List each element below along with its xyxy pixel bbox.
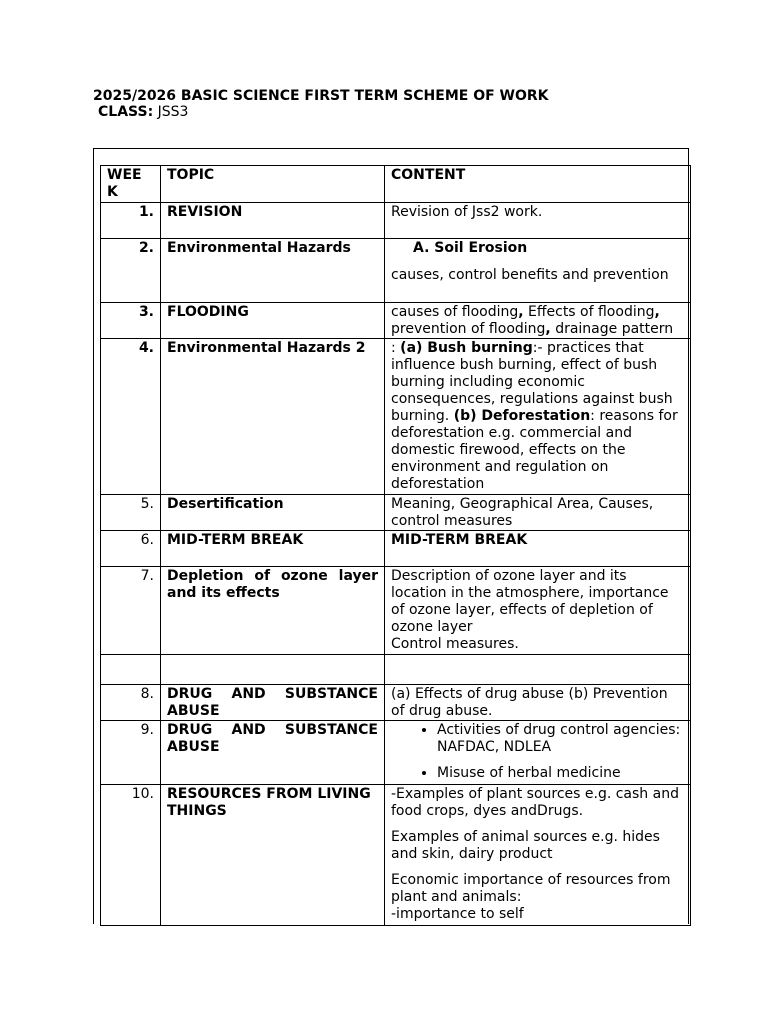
content-text: Economic importance of resources from plant and animals: (391, 872, 671, 905)
topic-cell: RESOURCES FROM LIVING THINGS (161, 785, 385, 926)
content-subheading: A. Soil Erosion (413, 240, 528, 256)
week-number: 3. (101, 303, 161, 339)
content-text: drainage pattern (550, 321, 674, 337)
table-header-row (101, 166, 691, 203)
topic-cell: Desertification (161, 495, 385, 531)
week-number: 7. (101, 567, 161, 655)
document-title: 2025/2026 BASIC SCIENCE FIRST TERM SCHEME OF WORK (93, 88, 549, 104)
content-text: Examples of animal sources e.g. hides and skin, dairy product (391, 829, 660, 862)
content-cell (385, 721, 691, 785)
topic-cell: DRUG AND SUBSTANCE ABUSE (161, 721, 385, 785)
blank-cell (385, 655, 691, 685)
class-value: JSS3 (157, 104, 189, 120)
content-cell (385, 339, 691, 495)
week-number: 8. (101, 685, 161, 721)
week-number: 5. (101, 495, 161, 531)
list-item: • Activities of drug control agencies: NAFDAC, NDLEA (437, 722, 684, 756)
content-text: : (391, 340, 401, 356)
list-item: • Misuse of herbal medicine (437, 765, 684, 782)
table-row (101, 567, 691, 655)
week-number: 2. (101, 239, 161, 303)
header-topic: TOPIC (161, 166, 385, 203)
content-cell (385, 303, 691, 339)
blank-cell (101, 655, 161, 685)
content-subheading: (a) Bush burning (400, 340, 533, 356)
table-row (101, 339, 691, 495)
table-row (101, 203, 691, 239)
content-cell: Meaning, Geographical Area, Causes, control measures (385, 495, 691, 531)
content-text: Description of ozone layer and its location in the atmosphere, importance of ozone layer, effects of depletion of ozone layer (391, 568, 669, 635)
week-number: 1. (101, 203, 161, 239)
content-text: causes of flooding (391, 304, 519, 320)
content-separator: , (654, 304, 660, 320)
header-content: CONTENT (385, 166, 691, 203)
bullet-list (391, 722, 684, 782)
table-row (101, 239, 691, 303)
table-row (101, 531, 691, 567)
content-subheading: (b) Deforestation (453, 408, 591, 424)
topic-cell: FLOODING (161, 303, 385, 339)
class-line (98, 104, 188, 120)
scheme-of-work-table (100, 165, 691, 926)
table-row (101, 303, 691, 339)
content-cell: Revision of Jss2 work. (385, 203, 691, 239)
week-number: 4. (101, 339, 161, 495)
topic-cell: MID-TERM BREAK (161, 531, 385, 567)
content-text: causes, control benefits and prevention (391, 267, 669, 283)
week-number: 10. (101, 785, 161, 926)
blank-row (101, 655, 691, 685)
table-row (101, 721, 691, 785)
content-text: prevention of flooding (391, 321, 546, 337)
week-number: 6. (101, 531, 161, 567)
content-cell: (a) Effects of drug abuse (b) Prevention of drug abuse. (385, 685, 691, 721)
topic-cell: Depletion of ozone layer and its effects (161, 567, 385, 655)
content-text: :- practices that influence bush burning, effect of bush burning including economic consequences, regulations against bush burning. (391, 340, 673, 424)
blank-cell (161, 655, 385, 685)
content-text: -importance to self (391, 906, 524, 922)
topic-cell: REVISION (161, 203, 385, 239)
week-number: 9. (101, 721, 161, 785)
topic-cell: Environmental Hazards (161, 239, 385, 303)
class-label: CLASS: (98, 104, 154, 120)
content-cell: MID-TERM BREAK (385, 531, 691, 567)
content-text: Control measures. (391, 636, 519, 652)
table-row (101, 685, 691, 721)
header-week: WEE K (101, 166, 161, 203)
table-row (101, 495, 691, 531)
topic-cell: Environmental Hazards 2 (161, 339, 385, 495)
table-row (101, 785, 691, 926)
content-separator: , (518, 304, 524, 320)
topic-cell: DRUG AND SUBSTANCE ABUSE (161, 685, 385, 721)
content-text: -Examples of plant sources e.g. cash and food crops, dyes andDrugs. (391, 786, 679, 819)
content-separator: , (545, 321, 551, 337)
content-text: : reasons for deforestation e.g. commercial and domestic firewood, effects on the environment and regulation on deforestation (391, 408, 678, 492)
content-cell (385, 567, 691, 655)
content-cell (385, 785, 691, 926)
content-cell (385, 239, 691, 303)
content-text: Effects of flooding (523, 304, 655, 320)
